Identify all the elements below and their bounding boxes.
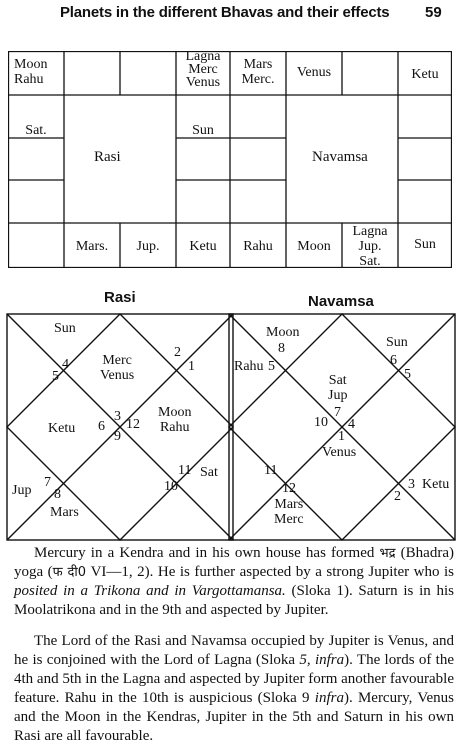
page-title: Planets in the different Bhavas and their effects xyxy=(60,4,390,21)
rasi-merc-venus: Merc Venus xyxy=(100,353,135,383)
p2-text-b: ). The lords of the 4th and 5th in the Lagna and aspected by Jupiter form another favourable feature. Rahu in the 10th is auspicious (Sloka 9 xyxy=(14,652,454,706)
navamsa-mars-merc: Mars Merc xyxy=(274,497,304,527)
paragraph-2 xyxy=(14,632,454,746)
cell-mars-merc xyxy=(230,57,286,87)
cell-venus: Venus xyxy=(296,65,332,80)
cell-lagna-jup-sat xyxy=(342,224,398,269)
navamsa-sun: Sun xyxy=(386,335,408,350)
rasi-chart-title: Rasi xyxy=(104,289,136,306)
p1-text-c: VI—1, 2). He is further aspected by a strong Jupiter who is xyxy=(86,564,454,580)
rasi-moon-rahu: Moon Rahu xyxy=(158,405,192,435)
rasi-num-2: 2 xyxy=(174,345,181,360)
page-header xyxy=(0,0,460,26)
navamsa-venus: Venus xyxy=(322,445,357,460)
p1-text-d: (Sloka 1). Saturn is in his Moolatrikona and in the 9th and aspected by Jupiter. xyxy=(14,583,454,618)
cell-sun: Sun xyxy=(192,123,214,138)
cell-lagna-jup-sat-text: Lagna Jup. Sat. xyxy=(352,224,388,269)
cell-lagna-merc-venus xyxy=(176,50,230,89)
cell-jup: Jup. xyxy=(136,239,160,254)
navamsa-moon: Moon xyxy=(266,325,300,340)
p2-text-a: The Lord of the Rasi and Navamsa occupied by Jupiter is Venus, and he is conjoined with the Lord of Lagna (Sloka xyxy=(14,633,454,668)
rasi-jup: Jup xyxy=(12,483,32,498)
rasi-num-5: 5 xyxy=(52,369,59,384)
rasi-north-chart xyxy=(6,313,234,541)
rasi-num-11: 11 xyxy=(178,463,192,478)
cell-moon-rahu-text: Moon Rahu xyxy=(14,57,48,87)
navamsa-num-6: 6 xyxy=(390,353,397,368)
navamsa-num-12: 12 xyxy=(282,481,296,496)
navamsa-ketu: Ketu xyxy=(422,477,450,492)
cell-rahu: Rahu xyxy=(243,239,273,254)
cell-sun-bottom: Sun xyxy=(414,237,436,252)
navamsa-num-8: 8 xyxy=(278,341,285,356)
navamsa-num-7: 7 xyxy=(334,405,341,420)
navamsa-num-1: 1 xyxy=(338,429,345,444)
p2-text-c: ). Mercury, Venus and the Moon in the Kendras, Jupiter in the 5th and Saturn in his own Rasi are all favourable. xyxy=(14,690,454,744)
navamsa-num-10: 10 xyxy=(314,415,328,430)
cell-lagna-merc-venus-text: Lagna Merc Venus xyxy=(185,49,221,90)
cell-mars-merc-text: Mars Merc. xyxy=(241,57,275,87)
p1-devanagari-1: भद्र xyxy=(379,546,396,561)
navamsa-num-5a: 5 xyxy=(268,359,275,374)
cell-ketu: Ketu xyxy=(411,67,439,82)
navamsa-chart-lines xyxy=(228,313,456,541)
navamsa-chart-title: Navamsa xyxy=(308,293,374,310)
rasi-mars: Mars xyxy=(50,505,79,520)
rasi-ketu: Ketu xyxy=(48,421,76,436)
navamsa-num-2: 2 xyxy=(394,489,401,504)
p1-devanagari-2: फ दी0 xyxy=(52,565,87,580)
navamsa-num-11: 11 xyxy=(264,463,278,478)
cell-ketu-bottom: Ketu xyxy=(189,239,217,254)
navamsa-num-4: 4 xyxy=(348,417,355,432)
south-indian-charts xyxy=(8,51,452,268)
rasi-sat: Sat xyxy=(200,465,218,480)
rasi-num-1: 1 xyxy=(188,359,195,374)
navamsa-num-3: 3 xyxy=(408,477,415,492)
cell-moon-rahu xyxy=(8,57,70,87)
rasi-sun: Sun xyxy=(54,321,76,336)
p2-emphasis-2: infra xyxy=(314,690,344,706)
rasi-num-7: 7 xyxy=(44,475,51,490)
rasi-num-4: 4 xyxy=(62,357,69,372)
p1-text-a: Mercury in a Kendra and in his own house has formed xyxy=(34,545,380,561)
paragraph-1-text xyxy=(14,544,454,620)
navamsa-sat-jup: Sat Jup xyxy=(328,373,348,403)
navamsa-label: Navamsa xyxy=(312,149,368,165)
p2-emphasis-1: 5, infra xyxy=(299,652,345,668)
navamsa-north-chart xyxy=(228,313,456,541)
navamsa-num-5b: 5 xyxy=(404,367,411,382)
rasi-num-6: 6 xyxy=(98,419,105,434)
rasi-num-10: 10 xyxy=(164,479,178,494)
paragraph-2-text xyxy=(14,632,454,746)
cell-mars: Mars. xyxy=(75,239,109,254)
rasi-num-8: 8 xyxy=(54,487,61,502)
rasi-num-9: 9 xyxy=(114,429,121,444)
p1-emphasis: posited in a Trikona and in Vargottamansa. xyxy=(14,583,286,599)
rasi-num-3: 3 xyxy=(114,409,121,424)
cell-moon: Moon xyxy=(297,239,331,254)
navamsa-rahu: Rahu xyxy=(234,359,264,374)
cell-sat: Sat. xyxy=(25,123,47,138)
page-number: 59 xyxy=(425,4,442,21)
rasi-chart-lines xyxy=(6,313,234,541)
rasi-num-12: 12 xyxy=(126,417,140,432)
paragraph-1 xyxy=(14,544,454,620)
p1-text-b: (Bhadra) yoga ( xyxy=(14,545,454,580)
rasi-label: Rasi xyxy=(94,149,121,165)
